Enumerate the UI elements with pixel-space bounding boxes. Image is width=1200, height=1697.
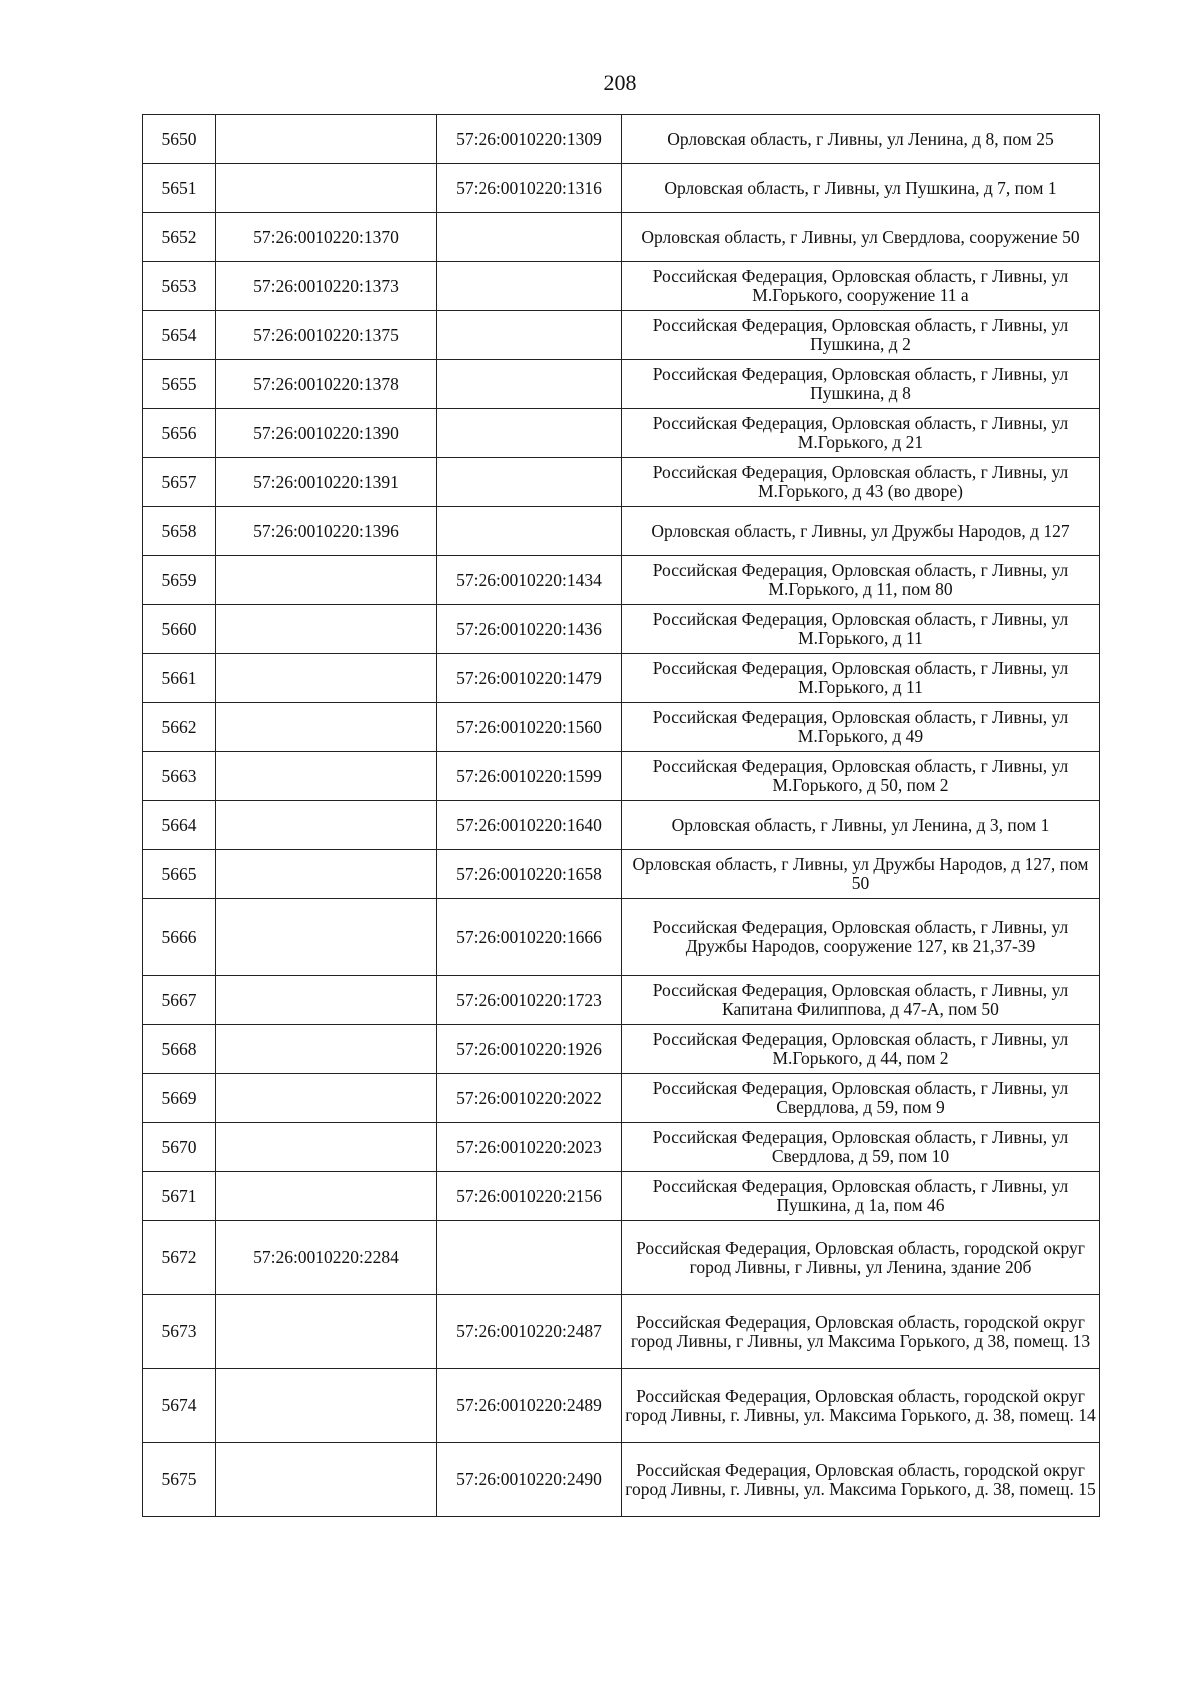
address: Российская Федерация, Орловская область, г Ливны, ул Пушкина, д 8	[622, 360, 1100, 409]
table-row	[143, 409, 1100, 458]
table-row	[143, 1025, 1100, 1074]
cadastral-number-2: 57:26:0010220:1560	[437, 703, 622, 752]
cadastral-number-1	[216, 850, 437, 899]
cadastral-number-2	[437, 360, 622, 409]
address: Орловская область, г Ливны, ул Ленина, д 3, пом 1	[622, 801, 1100, 850]
cadastral-number-2: 57:26:0010220:1434	[437, 556, 622, 605]
address: Российская Федерация, Орловская область, г Ливны, ул М.Горького, д 49	[622, 703, 1100, 752]
table-row	[143, 311, 1100, 360]
cadastral-number-2: 57:26:0010220:2487	[437, 1295, 622, 1369]
cadastral-number-1	[216, 654, 437, 703]
table-row	[143, 703, 1100, 752]
cadastral-number-2: 57:26:0010220:1658	[437, 850, 622, 899]
cadastral-number-1	[216, 115, 437, 164]
cadastral-number-1	[216, 164, 437, 213]
address: Российская Федерация, Орловская область, г Ливны, ул Капитана Филиппова, д 47-А, пом 50	[622, 976, 1100, 1025]
cadastral-number-1	[216, 1443, 437, 1517]
address: Российская Федерация, Орловская область, городской округ город Ливны, г. Ливны, ул. Максима Горького, д. 38, помещ. 14	[622, 1369, 1100, 1443]
cadastral-number-2: 57:26:0010220:2489	[437, 1369, 622, 1443]
table-row	[143, 1221, 1100, 1295]
table-row	[143, 360, 1100, 409]
row-number: 5654	[143, 311, 216, 360]
row-number: 5660	[143, 605, 216, 654]
table-row	[143, 1295, 1100, 1369]
cadastral-number-1	[216, 899, 437, 976]
table-row	[143, 899, 1100, 976]
row-number: 5653	[143, 262, 216, 311]
address: Орловская область, г Ливны, ул Дружбы Народов, д 127	[622, 507, 1100, 556]
row-number: 5663	[143, 752, 216, 801]
cadastral-number-2	[437, 262, 622, 311]
table-row	[143, 1074, 1100, 1123]
table-row	[143, 507, 1100, 556]
table-row	[143, 976, 1100, 1025]
cadastral-number-2: 57:26:0010220:1479	[437, 654, 622, 703]
row-number: 5657	[143, 458, 216, 507]
row-number: 5667	[143, 976, 216, 1025]
cadastral-number-2: 57:26:0010220:1436	[437, 605, 622, 654]
cadastral-number-1: 57:26:0010220:1390	[216, 409, 437, 458]
address: Орловская область, г Ливны, ул Ленина, д 8, пом 25	[622, 115, 1100, 164]
table-row	[143, 850, 1100, 899]
cadastral-number-1	[216, 1025, 437, 1074]
row-number: 5665	[143, 850, 216, 899]
cadastral-number-1: 57:26:0010220:1373	[216, 262, 437, 311]
cadastral-number-1: 57:26:0010220:1375	[216, 311, 437, 360]
table-row	[143, 801, 1100, 850]
row-number: 5668	[143, 1025, 216, 1074]
cadastral-number-2: 57:26:0010220:1926	[437, 1025, 622, 1074]
row-number: 5674	[143, 1369, 216, 1443]
cadastral-number-2: 57:26:0010220:2490	[437, 1443, 622, 1517]
row-number: 5669	[143, 1074, 216, 1123]
address: Российская Федерация, Орловская область, г Ливны, ул Свердлова, д 59, пом 10	[622, 1123, 1100, 1172]
address: Российская Федерация, Орловская область, г Ливны, ул М.Горького, д 11	[622, 605, 1100, 654]
address: Российская Федерация, Орловская область, г Ливны, ул М.Горького, д 44, пом 2	[622, 1025, 1100, 1074]
cadastral-number-2	[437, 311, 622, 360]
table-row	[143, 1172, 1100, 1221]
table-row	[143, 654, 1100, 703]
address: Российская Федерация, Орловская область, городской округ город Ливны, г. Ливны, ул. Максима Горького, д. 38, помещ. 15	[622, 1443, 1100, 1517]
cadastral-number-2	[437, 507, 622, 556]
page-number: 208	[603, 70, 637, 95]
cadastral-number-2: 57:26:0010220:2023	[437, 1123, 622, 1172]
address: Российская Федерация, Орловская область, г Ливны, ул М.Горького, д 11, пом 80	[622, 556, 1100, 605]
cadastral-number-1	[216, 801, 437, 850]
row-number: 5670	[143, 1123, 216, 1172]
cadastral-number-1	[216, 605, 437, 654]
row-number: 5673	[143, 1295, 216, 1369]
cadastral-number-1	[216, 976, 437, 1025]
cadastral-number-2: 57:26:0010220:1666	[437, 899, 622, 976]
address: Российская Федерация, Орловская область, г Ливны, ул Дружбы Народов, сооружение 127, кв 21,37-39	[622, 899, 1100, 976]
cadastral-number-2: 57:26:0010220:2156	[437, 1172, 622, 1221]
address: Российская Федерация, Орловская область, г Ливны, ул М.Горького, сооружение 11 а	[622, 262, 1100, 311]
cadastral-number-1	[216, 1369, 437, 1443]
address: Орловская область, г Ливны, ул Пушкина, д 7, пом 1	[622, 164, 1100, 213]
row-number: 5652	[143, 213, 216, 262]
cadastral-number-2	[437, 409, 622, 458]
cadastral-number-1: 57:26:0010220:1396	[216, 507, 437, 556]
row-number: 5664	[143, 801, 216, 850]
address: Российская Федерация, Орловская область, г Ливны, ул М.Горького, д 11	[622, 654, 1100, 703]
address: Российская Федерация, Орловская область, г Ливны, ул М.Горького, д 43 (во дворе)	[622, 458, 1100, 507]
row-number: 5659	[143, 556, 216, 605]
cadastral-number-1	[216, 1123, 437, 1172]
row-number: 5666	[143, 899, 216, 976]
table-row	[143, 213, 1100, 262]
table-row	[143, 1123, 1100, 1172]
table-row	[143, 262, 1100, 311]
cadastral-number-1	[216, 703, 437, 752]
row-number: 5658	[143, 507, 216, 556]
address: Российская Федерация, Орловская область, г Ливны, ул Пушкина, д 2	[622, 311, 1100, 360]
address: Российская Федерация, Орловская область, городской округ город Ливны, г Ливны, ул Ленина, здание 20б	[622, 1221, 1100, 1295]
cadastral-number-1: 57:26:0010220:1391	[216, 458, 437, 507]
registry-table-body	[143, 115, 1100, 1517]
address: Орловская область, г Ливны, ул Дружбы Народов, д 127, пом 50	[622, 850, 1100, 899]
table-row	[143, 115, 1100, 164]
cadastral-number-1: 57:26:0010220:1378	[216, 360, 437, 409]
table-row	[143, 458, 1100, 507]
row-number: 5655	[143, 360, 216, 409]
cadastral-number-2: 57:26:0010220:1723	[437, 976, 622, 1025]
cadastral-number-2: 57:26:0010220:1640	[437, 801, 622, 850]
row-number: 5656	[143, 409, 216, 458]
row-number: 5651	[143, 164, 216, 213]
table-row	[143, 556, 1100, 605]
address: Российская Федерация, Орловская область, г Ливны, ул М.Горького, д 50, пом 2	[622, 752, 1100, 801]
table-row	[143, 752, 1100, 801]
address: Российская Федерация, Орловская область, г Ливны, ул М.Горького, д 21	[622, 409, 1100, 458]
row-number: 5672	[143, 1221, 216, 1295]
row-number: 5650	[143, 115, 216, 164]
table-row	[143, 164, 1100, 213]
cadastral-number-2: 57:26:0010220:1599	[437, 752, 622, 801]
address: Российская Федерация, Орловская область, городской округ город Ливны, г Ливны, ул Максима Горького, д 38, помещ. 13	[622, 1295, 1100, 1369]
address: Российская Федерация, Орловская область, г Ливны, ул Пушкина, д 1а, пом 46	[622, 1172, 1100, 1221]
cadastral-number-2: 57:26:0010220:1309	[437, 115, 622, 164]
row-number: 5671	[143, 1172, 216, 1221]
cadastral-number-1	[216, 1172, 437, 1221]
cadastral-number-2: 57:26:0010220:2022	[437, 1074, 622, 1123]
cadastral-number-2	[437, 1221, 622, 1295]
address: Орловская область, г Ливны, ул Свердлова, сооружение 50	[622, 213, 1100, 262]
row-number: 5675	[143, 1443, 216, 1517]
cadastral-number-2: 57:26:0010220:1316	[437, 164, 622, 213]
cadastral-number-2	[437, 213, 622, 262]
cadastral-number-1	[216, 1295, 437, 1369]
address: Российская Федерация, Орловская область, г Ливны, ул Свердлова, д 59, пом 9	[622, 1074, 1100, 1123]
table-row	[143, 1443, 1100, 1517]
cadastral-number-2	[437, 458, 622, 507]
cadastral-number-1: 57:26:0010220:2284	[216, 1221, 437, 1295]
registry-table	[142, 114, 1100, 1517]
row-number: 5662	[143, 703, 216, 752]
cadastral-number-1	[216, 556, 437, 605]
table-row	[143, 605, 1100, 654]
table-row	[143, 1369, 1100, 1443]
cadastral-number-1: 57:26:0010220:1370	[216, 213, 437, 262]
cadastral-number-1	[216, 1074, 437, 1123]
row-number: 5661	[143, 654, 216, 703]
cadastral-number-1	[216, 752, 437, 801]
